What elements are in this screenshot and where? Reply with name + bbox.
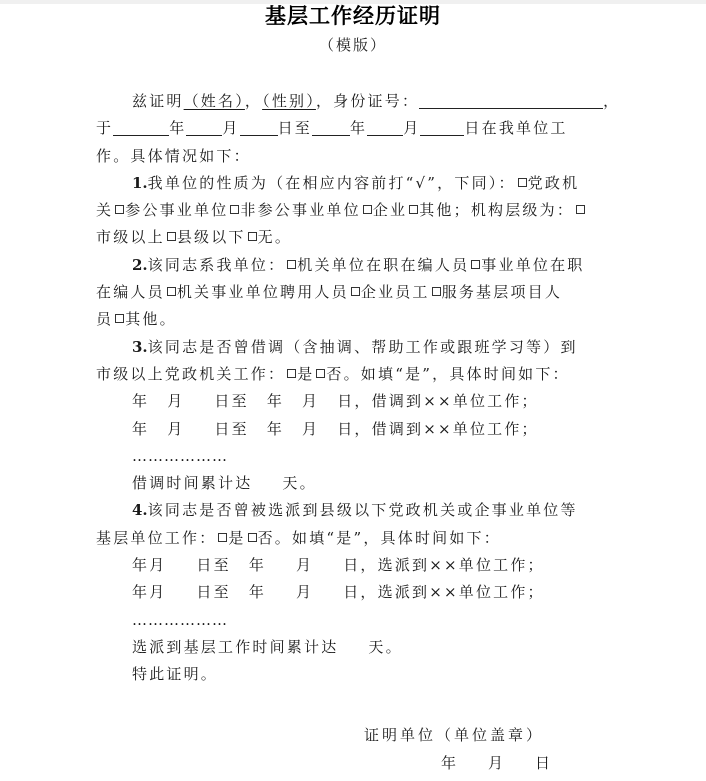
dispatch-desc: 日，选派到××单位工作；: [343, 583, 545, 602]
label-day-to: 日至: [196, 583, 231, 602]
label-month: 月: [149, 556, 167, 575]
total-label: 借调时间累计达: [132, 474, 253, 493]
secondment-desc: 日，借调到××单位工作；: [337, 392, 539, 411]
label-year: 年: [132, 419, 150, 438]
signature-unit: 证明单位（单位盖章）: [364, 726, 545, 744]
checkbox-party-organ[interactable]: [518, 178, 527, 187]
label-year: 年: [266, 392, 285, 411]
start-month-field[interactable]: [186, 119, 222, 136]
intro-line-2: [96, 115, 636, 142]
checkbox-other[interactable]: [115, 314, 124, 323]
label-day-to: 日至: [277, 119, 313, 138]
checkbox-enterprise-employee[interactable]: [351, 287, 360, 296]
label-month: 月: [296, 583, 314, 602]
option-label: 机关事业单位聘用人员: [176, 283, 349, 302]
option-label: 在编人员: [96, 283, 165, 302]
section2-question: 该同志系我单位：: [147, 255, 286, 274]
label-year: 年: [248, 583, 267, 602]
checkbox-no[interactable]: [248, 533, 257, 542]
section3-line-2: [96, 361, 636, 388]
label-month: 月: [167, 392, 185, 411]
label-yu: 于: [96, 119, 114, 138]
option-label: 其他。: [125, 310, 177, 329]
label-month: 月: [488, 754, 504, 772]
section2-line-1: [96, 252, 636, 279]
id-label: ，身份证号：: [315, 92, 420, 110]
section1-line-2: [96, 197, 636, 224]
intro-line-1: [96, 88, 636, 115]
option-label: 其他；机构层级为：: [419, 201, 575, 220]
checkbox-institution-staff[interactable]: [471, 260, 480, 269]
option-label: 员: [96, 310, 114, 329]
section4-line-2: [96, 525, 636, 552]
checkbox-no[interactable]: [316, 369, 325, 378]
label-month: 月: [403, 119, 421, 138]
label-year: 年: [132, 583, 150, 602]
secondment-desc: 日，借调到××单位工作；: [337, 419, 539, 438]
secondment-entry: [96, 388, 636, 415]
end-month-field[interactable]: [367, 119, 403, 136]
option-label: 否。如填“是”，具体时间如下：: [326, 364, 570, 383]
label-year: 年: [350, 119, 368, 138]
signature-date: [441, 750, 550, 777]
checkbox-enterprise[interactable]: [363, 205, 372, 214]
option-label: 企业: [372, 201, 408, 220]
label-month: 月: [167, 419, 185, 438]
end-year-field[interactable]: [312, 119, 350, 136]
name-field[interactable]: （姓名）: [183, 92, 245, 110]
section1-question: 我单位的性质为（在相应内容前打“√”，下同）：: [147, 173, 516, 192]
section2-line-2: [96, 279, 636, 306]
dispatch-entry: [96, 552, 636, 579]
option-label: 无。: [257, 228, 293, 247]
label-month: 月: [302, 392, 320, 411]
option-label: 服务基层项目人: [441, 283, 563, 302]
closing-text: 特此证明。: [132, 665, 219, 684]
dispatch-entry: [96, 579, 636, 606]
intro-prefix: 兹证明: [132, 92, 184, 110]
section1-line-1: [96, 170, 636, 197]
option-label: 参公事业单位: [125, 201, 229, 220]
secondment-entry: [96, 416, 636, 443]
section3-line-1: [96, 334, 636, 361]
total-label: 选派到基层工作时间累计达: [132, 637, 339, 656]
checkbox-yes[interactable]: [218, 533, 227, 542]
label-year: 年: [169, 119, 187, 138]
section3-question-cont: 市级以上党政机关工作：: [96, 364, 286, 383]
label-year: 年: [441, 754, 457, 772]
label-day-to: 日至: [214, 419, 249, 438]
section-number: 3.: [132, 337, 148, 356]
option-label: 市级以上: [96, 228, 165, 247]
option-label: 否。如填“是”，具体时间如下：: [257, 528, 501, 547]
option-label: 企业员工: [360, 283, 430, 302]
ellipsis: ………………: [132, 610, 228, 629]
section4-question: 该同志是否曾被选派到县级以下党政机关或企事业单位等: [147, 501, 578, 520]
secondment-total: [96, 470, 636, 497]
option-label: 机关单位在职在编人员: [297, 255, 470, 274]
section3-question: 该同志是否曾借调（含抽调、帮助工作或跟班学习等）到: [147, 337, 578, 356]
label-year: 年: [248, 556, 267, 575]
label-month: 月: [302, 419, 320, 438]
section-number: 2.: [132, 255, 148, 274]
comma: ，: [244, 92, 263, 110]
start-year-field[interactable]: [113, 119, 169, 136]
section4-question-cont: 基层单位工作：: [96, 528, 217, 547]
label-month: 月: [296, 556, 314, 575]
option-label: 事业单位在职: [481, 255, 585, 274]
checkbox-nonparticipating-institution[interactable]: [230, 205, 239, 214]
label-month: 月: [149, 583, 167, 602]
comma: ，: [603, 92, 621, 110]
option-label: 非参公事业单位: [240, 201, 361, 220]
option-label: 县级以下: [176, 228, 246, 247]
ellipsis: ………………: [132, 446, 228, 465]
label-year: 年: [132, 556, 150, 575]
checkbox-participating-institution[interactable]: [115, 205, 124, 214]
label-year: 年: [266, 419, 285, 438]
intro-line-3: 作。具体情况如下：: [96, 146, 251, 165]
label-day-end: 日在我单位工: [464, 119, 568, 138]
id-number-field[interactable]: [419, 92, 603, 109]
document-title: 基层工作经历证明: [265, 4, 441, 28]
label-day-to: 日至: [214, 392, 249, 411]
end-day-field[interactable]: [420, 119, 464, 136]
section-number: 4.: [132, 501, 148, 520]
option-label: 是: [228, 528, 246, 547]
checkbox-organ-staff[interactable]: [287, 260, 296, 269]
checkbox-other[interactable]: [409, 205, 418, 214]
dispatch-total: [96, 634, 636, 661]
checkbox-hired-staff[interactable]: [167, 287, 176, 296]
section-number: 1.: [132, 173, 148, 192]
section2-line-3: [96, 306, 636, 333]
document-subtitle: （模版）: [318, 36, 387, 54]
checkbox-none[interactable]: [248, 232, 257, 241]
checkbox-grassroots-project[interactable]: [432, 287, 441, 296]
option-label: 关: [96, 201, 114, 220]
section1-line-3: [96, 224, 636, 251]
gender-field[interactable]: （性别）: [262, 92, 316, 110]
dispatch-desc: 日，选派到××单位工作；: [343, 556, 545, 575]
checkbox-yes[interactable]: [287, 369, 296, 378]
label-year: 年: [132, 392, 150, 411]
total-unit: 天。: [282, 474, 317, 493]
checkbox-city-level[interactable]: [576, 205, 585, 214]
start-day-field[interactable]: [240, 119, 278, 136]
total-unit: 天。: [368, 637, 403, 656]
option-label: 是: [297, 364, 315, 383]
label-day: 日: [535, 754, 551, 772]
option-label: 党政机: [527, 173, 580, 192]
document-body: [96, 88, 636, 689]
section4-line-1: [96, 497, 636, 524]
checkbox-county-level[interactable]: [167, 232, 176, 241]
label-day-to: 日至: [196, 556, 231, 575]
label-month: 月: [222, 119, 240, 138]
